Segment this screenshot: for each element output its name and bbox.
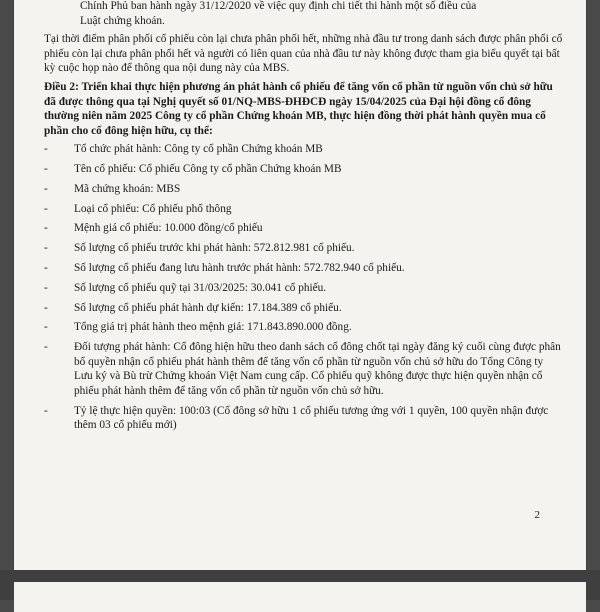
list-item-text: Số lượng cổ phiếu quỹ tại 31/03/2025: 30.041 cổ phiếu. — [74, 281, 327, 294]
list-item-text: Tổ chức phát hành: Công ty cổ phần Chứng khoán MB — [74, 143, 323, 156]
list-item — [44, 142, 564, 157]
list-item — [44, 202, 564, 217]
list-item — [44, 340, 564, 398]
list-item-text: Tổng giá trị phát hành theo mệnh giá: 171.843.890.000 đồng. — [74, 321, 352, 334]
intro-line-2: Luật chứng khoán. — [80, 14, 165, 27]
dash-marker: - — [44, 301, 48, 314]
paragraph-distribution: Tại thời điểm phân phối cổ phiếu còn lại chưa phân phối hết, những nhà đầu tư trong danh sách được phân phối cổ phiếu còn lại chưa phân phối hết và người có liên quan của nhà đầu tư này không được tham gia biểu quyết tại bất kỳ cuộc họp nào để thông qua nội dung này của MBS. — [44, 33, 563, 75]
next-page-edge — [14, 582, 586, 612]
dash-marker: - — [44, 242, 48, 255]
list-item — [44, 221, 564, 236]
dash-marker: - — [44, 163, 48, 176]
dash-marker: - — [44, 182, 48, 195]
list-item-text: Đối tượng phát hành: Cổ đông hiện hữu theo danh sách cổ đông chốt tại ngày đăng ký cuối cùng được phân bổ quyền nhận cổ phiếu phát hành thêm để tăng vốn cổ phần từ nguồn vốn chủ sở hữu do Tổng Công ty Lưu ký và Bù trừ Chứng khoán Việt Nam cung cấp. Cổ phiếu quỹ không được thực hiện quyền nhận cổ phiếu phát hành thêm để tăng vốn cổ phần từ nguồn vốn chủ sở hữu. — [74, 341, 561, 397]
dash-marker: - — [44, 281, 48, 294]
page-content — [44, 0, 564, 438]
list-item-text: Mệnh giá cổ phiếu: 10.000 đồng/cổ phiếu — [74, 222, 263, 235]
dash-marker: - — [44, 404, 48, 417]
issuance-details-list — [44, 142, 564, 433]
list-item — [44, 301, 564, 316]
dash-marker: - — [44, 341, 48, 354]
list-item-text: Tên cổ phiếu: Cổ phiếu Công ty cổ phần Chứng khoán MB — [74, 163, 342, 176]
list-item-text: Tỷ lệ thực hiện quyền: 100:03 (Cổ đông sở hữu 1 cổ phiếu tương ứng với 1 quyền, 100 quyền nhận được thêm 03 cổ phiếu mới) — [74, 404, 549, 432]
list-item — [44, 320, 564, 335]
dash-marker: - — [44, 262, 48, 275]
dash-marker: - — [44, 202, 48, 215]
dash-marker: - — [44, 321, 48, 334]
dash-marker: - — [44, 222, 48, 235]
page-number: 2 — [534, 509, 540, 521]
list-item — [44, 162, 564, 177]
list-item-text: Mã chứng khoán: MBS — [74, 182, 181, 195]
intro-line-1: Chính Phủ ban hành ngày 31/12/2020 về việc quy định chi tiết thi hành một số điều của — [80, 0, 477, 12]
list-item — [44, 281, 564, 296]
list-item — [44, 241, 564, 256]
article-2-heading: Điều 2: Triển khai thực hiện phương án phát hành cổ phiếu để tăng vốn cổ phần từ nguồn vốn chủ sở hữu đã được thông qua tại Nghị quyết số 01/NQ-MBS-ĐHĐCĐ ngày 15/04/2025 của Đại hội đồng cổ đông thường niên năm 2025 Công ty cổ phần Chứng khoán MB, thực hiện đồng thời phát hành quyền mua cổ phần cho cổ đông hiện hữu, cụ thể: — [44, 80, 553, 137]
list-item-text: Số lượng cổ phiếu trước khi phát hành: 572.812.981 cổ phiếu. — [74, 242, 355, 255]
dash-marker: - — [44, 143, 48, 156]
list-item — [44, 182, 564, 197]
list-item-text: Số lượng cổ phiếu phát hành dự kiến: 17.184.389 cổ phiếu. — [74, 301, 342, 314]
list-item — [44, 261, 564, 276]
list-item-text: Loại cổ phiếu: Cổ phiếu phổ thông — [74, 202, 232, 215]
list-item — [44, 404, 564, 433]
list-item-text: Số lượng cổ phiếu đang lưu hành trước phát hành: 572.782.940 cổ phiếu. — [74, 262, 405, 275]
document-page — [14, 0, 586, 570]
